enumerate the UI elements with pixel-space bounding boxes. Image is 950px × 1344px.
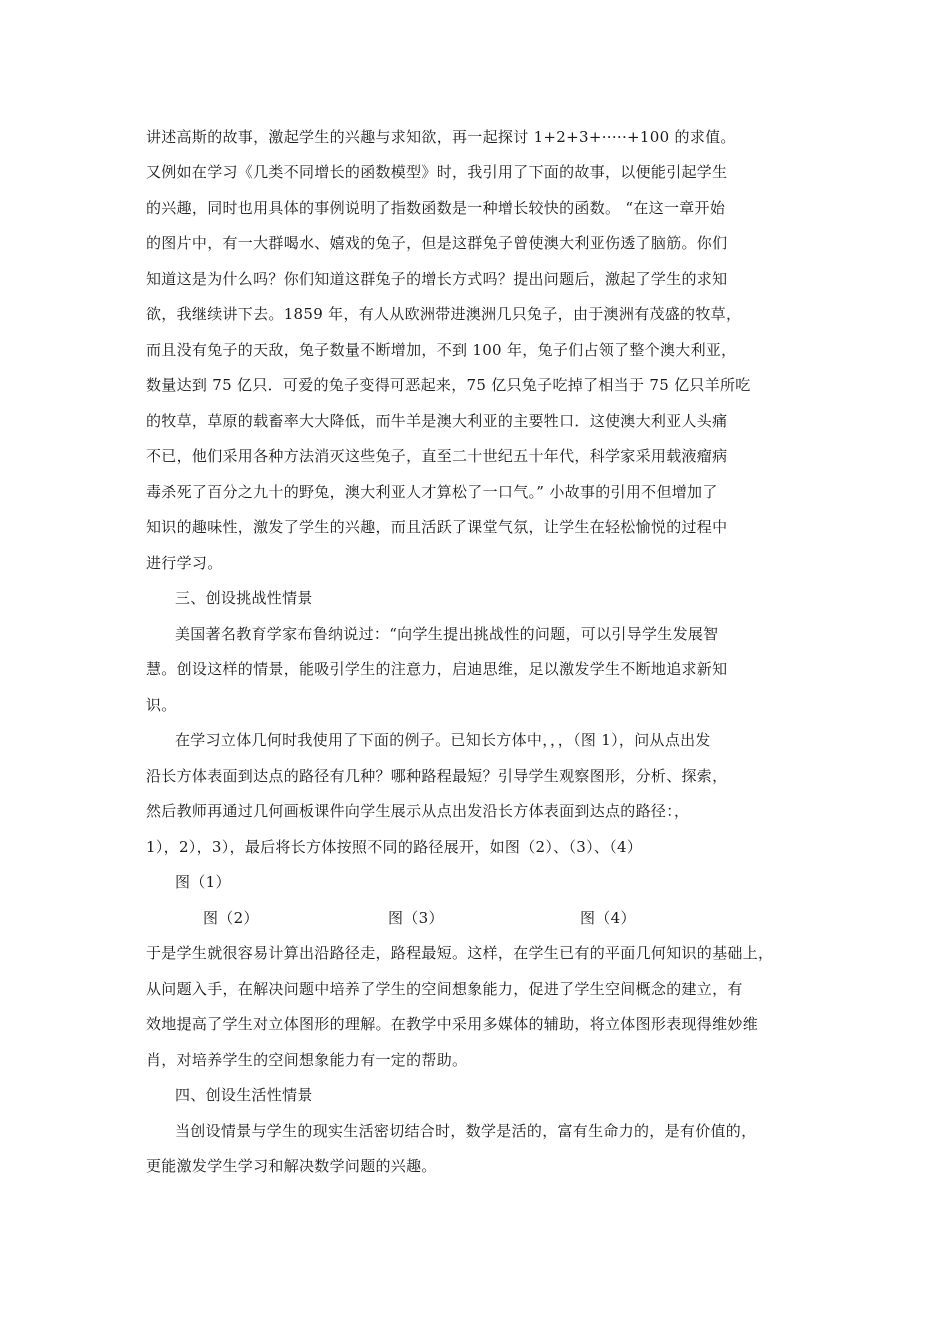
paragraph-line: 进行学习。 [146,554,223,572]
paragraph-line: 知识的趣味性，激发了学生的兴趣，而且活跃了课堂气氛，让学生在轻松愉悦的过程中 [146,518,728,536]
figure-caption-3: 图（3） [388,909,444,927]
paragraph-line: 于是学生就很容易计算出沿路径走，路程最短。这样，在学生已有的平面几何知识的基础上， [146,944,774,962]
paragraph-line: 从问题入手，在解决问题中培养了学生的空间想象能力，促进了学生空间概念的建立，有 [146,980,743,998]
figure-caption-1: 图（1） [175,873,231,891]
paragraph-line: 欲，我继续讲下去。1859 年，有人从欧洲带进澳洲几只兔子，由于澳洲有茂盛的牧草， [146,305,742,323]
paragraph-line: 1），2），3），最后将长方体按照不同的路径展开，如图（2）、（3）、（4） [146,838,643,856]
paragraph-line: 不已，他们采用各种方法消灭这些兔子，直至二十世纪五十年代，科学家采用载液瘤病 [146,447,728,465]
paragraph-line: 而且没有兔子的天敌，兔子数量不断增加，不到 100 年，兔子们占领了整个澳大利亚， [146,341,737,359]
paragraph-line: 知道这是为什么吗？你们知道这群兔子的增长方式吗？提出问题后，激起了学生的求知 [146,270,728,288]
figure-caption-4: 图（4） [580,909,636,927]
paragraph-line: 在学习立体几何时我使用了下面的例子。已知长方体中，，，（图 1），问从点出发 [175,731,711,749]
paragraph-line: 沿长方体表面到达点的路径有几种？哪种路程最短？引导学生观察图形，分析、探索， [146,767,728,785]
paragraph-line: 当创设情景与学生的现实生活密切结合时，数学是活的，富有生命力的，是有价值的， [175,1122,757,1140]
paragraph-line: 讲述高斯的故事，激起学生的兴趣与求知欲，再一起探讨 1+2+3+·····+100 的求值。 [146,128,736,146]
paragraph-line: 然后教师再通过几何画板课件向学生展示从点出发沿长方体表面到达点的路径：， [146,802,690,820]
figure-caption-2: 图（2） [203,909,259,927]
paragraph-line: 又例如在学习《几类不同增长的函数模型》时，我引用了下面的故事，以便能引起学生 [146,163,728,181]
paragraph-line: 的图片中，有一大群喝水、嬉戏的兔子，但是这群兔子曾使澳大利亚伤透了脑筋。你们 [146,234,728,252]
paragraph-line: 肖，对培养学生的空间想象能力有一定的帮助。 [146,1051,468,1069]
paragraph-line: 识。 [146,696,177,714]
paragraph-line: 的兴趣，同时也用具体的事例说明了指数函数是一种增长较快的函数。 “在这一章开始 [146,199,726,217]
paragraph-line: 效地提高了学生对立体图形的理解。在教学中采用多媒体的辅助，将立体图形表现得维妙维 [146,1015,759,1033]
paragraph-line: 慧。创设这样的情景，能吸引学生的注意力，启迪思维，足以激发学生不断地追求新知 [146,660,728,678]
paragraph-line: 更能激发学生学习和解决数学问题的兴趣。 [146,1157,437,1175]
paragraph-line: 美国著名教育学家布鲁纳说过：“向学生提出挑战性的问题，可以引导学生发展智 [175,625,719,643]
paragraph-line: 数量达到 75 亿只．可爱的兔子变得可恶起来，75 亿只兔子吃掉了相当于 75 亿只羊所吃 [146,376,751,394]
paragraph-line: 的牧草，草原的载畜率大大降低，而牛羊是澳大利亚的主要牲口．这使澳大利亚人头痛 [146,412,728,430]
paragraph-line: 毒杀死了百分之九十的野兔，澳大利亚人才算松了一口气。” 小故事的引用不但增加了 [146,483,718,501]
section-heading: 四、创设生活性情景 [175,1086,313,1104]
section-heading: 三、创设挑战性情景 [175,589,313,607]
